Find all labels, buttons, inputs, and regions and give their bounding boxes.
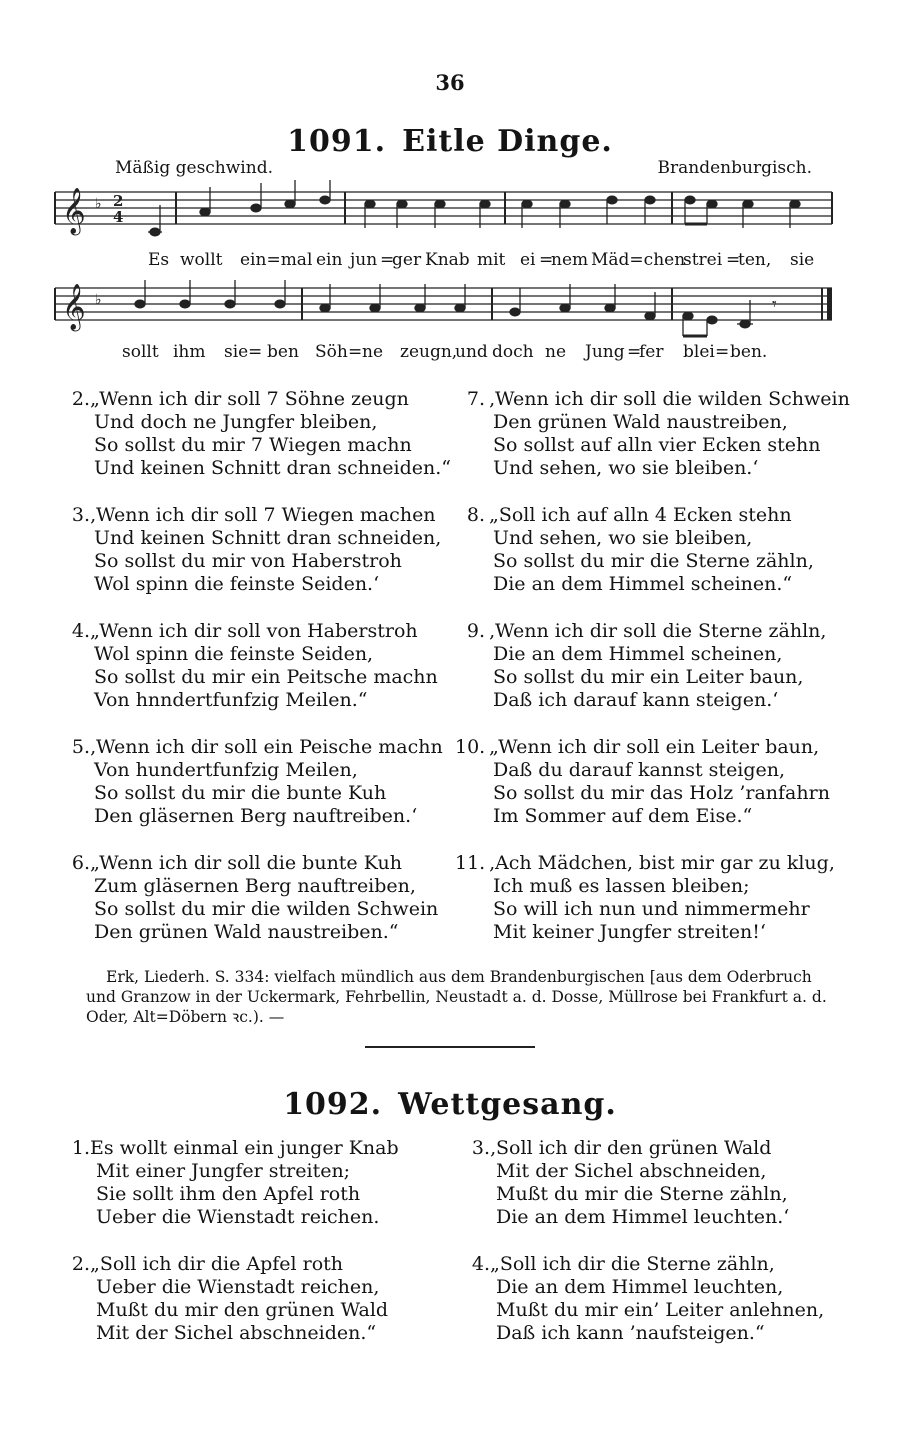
stanza-line: Daß ich darauf kann steigen.‘	[493, 689, 779, 711]
song-1091-title	[0, 124, 900, 159]
stanza-line: Wol spinn die feinste Seiden.‘	[94, 573, 380, 595]
lyric-syllable: ten,	[738, 250, 772, 270]
stanza-line: „Wenn ich dir soll 7 Söhne zeugn	[90, 388, 409, 410]
stanza-line: Den grünen Wald naustreiben.“	[94, 921, 399, 943]
lyric-syllable: strei	[683, 250, 723, 270]
stanza-number: 4.	[471, 1253, 490, 1275]
note	[397, 200, 407, 208]
lyric-syllable: ihm	[173, 342, 206, 362]
stanza-line: Den grünen Wald naustreiben,	[493, 411, 788, 433]
footnote-line: Erk, Liederh. S. 334: vielfach mündlich aus dem Brandenburgischen [aus dem Oderbruch	[106, 968, 812, 986]
stanza-line: Mit keiner Jungfer streiten!‘	[493, 921, 766, 943]
stanza-line: Und keinen Schnitt dran schneiden.“	[94, 457, 451, 479]
note	[607, 196, 617, 204]
stanza-line: Die an dem Himmel leuchten.‘	[496, 1206, 790, 1228]
stanza-number: 3.	[71, 504, 90, 526]
stanza-number: 5.	[71, 736, 90, 758]
stanza-line: Daß ich kann ’naufsteigen.“	[496, 1322, 765, 1344]
stanza-line: Im Sommer auf dem Eise.“	[493, 805, 753, 827]
lyric-syllable: zeugn,	[400, 342, 458, 362]
lyrics-line-2	[0, 342, 900, 364]
stanza-line: ‚Wenn ich dir soll die Sterne zähln,	[489, 620, 827, 642]
stanza-line: Mit einer Jungfer streiten;	[96, 1160, 351, 1182]
footnote-line: und Granzow in der Uckermark, Fehrbellin, Neustadt a. d. Dosse, Müllrose bei Frankfurt a. d.	[86, 988, 827, 1006]
stanza-number: 11.	[455, 852, 486, 874]
note	[743, 200, 753, 208]
song-number: 1091.	[287, 124, 387, 159]
stanza-line: So sollst du mir die wilden Schwein	[94, 898, 439, 920]
tempo-marking: Mäßig geschwind.	[115, 158, 273, 178]
footnote-line: Oder, Alt=Döbern ꝛc.). —	[86, 1008, 285, 1026]
stanza-line: ‚Soll ich dir den grünen Wald	[490, 1137, 772, 1159]
lyric-syllable: sie	[790, 250, 815, 270]
stanza-line: Die an dem Himmel scheinen.“	[493, 573, 793, 595]
lyric-syllable: =	[348, 342, 363, 362]
stanza-line: Mußt du mir den grünen Wald	[96, 1299, 389, 1321]
stanza-line: „Soll ich dir die Apfel roth	[90, 1253, 344, 1275]
stanza-line: „Wenn ich dir soll die bunte Kuh	[90, 852, 402, 874]
stanza-line: Wol spinn die feinste Seiden,	[94, 643, 374, 665]
stanza-number: 2.	[71, 1253, 90, 1275]
stanza-number: 6.	[71, 852, 90, 874]
stanza-number: 3.	[471, 1137, 490, 1159]
stanza-line: „Wenn ich dir soll ein Leiter baun,	[489, 736, 820, 758]
stanza-line: „Soll ich auf alln 4 Ecken stehn	[489, 504, 792, 526]
lyric-syllable: jun	[350, 250, 378, 270]
lyric-syllable: doch	[492, 342, 534, 362]
stanza-line: ‚Wenn ich dir soll ein Peische machn	[90, 736, 443, 758]
lyric-syllable: sollt	[122, 342, 159, 362]
stanza-line: „Soll ich dir die Sterne zähln,	[490, 1253, 775, 1275]
note	[435, 200, 445, 208]
stanza-line: Von hnndertfunfzig Meilen.“	[94, 689, 368, 711]
stanza-line: Von hundertfunfzig Meilen,	[94, 759, 358, 781]
stanza-line: Zum gläsernen Berg nauftreiben,	[94, 875, 416, 897]
stanza-line: So will ich nun und nimmermehr	[493, 898, 810, 920]
stanza-line: So sollst du mir ein Peitsche machn	[94, 666, 438, 688]
stanza-line: Sie sollt ihm den Apfel roth	[96, 1183, 361, 1205]
lyric-syllable: ei	[520, 250, 536, 270]
lyric-syllable: Es	[148, 250, 170, 270]
stanza-line: Ueber die Wienstadt reichen,	[96, 1276, 380, 1298]
lyric-syllable: =	[627, 342, 642, 362]
lyric-syllable: Knab	[425, 250, 470, 270]
note	[251, 204, 261, 212]
stanza-line: ‚Ach Mädchen, bist mir gar zu klug,	[489, 852, 835, 874]
lyric-syllable: Jung	[585, 342, 625, 362]
page-number: 36	[435, 70, 465, 95]
stanza-line: Mußt du mir ein’ Leiter anlehnen,	[496, 1299, 825, 1321]
stanza-line: Mit der Sichel abschneiden.“	[96, 1322, 377, 1344]
note	[480, 200, 490, 208]
note	[645, 196, 655, 204]
note	[790, 200, 800, 208]
stanza-line: So sollst auf alln vier Ecken stehn	[493, 434, 821, 456]
stanza-line: So sollst du mir von Haberstroh	[94, 550, 402, 572]
section-divider	[365, 1046, 535, 1048]
note	[560, 200, 570, 208]
song-title-text: Eitle Dinge.	[402, 124, 613, 159]
song-1092-title	[0, 1087, 900, 1122]
source-footnote	[86, 967, 846, 1027]
lyric-syllable: ein=mal	[240, 250, 313, 270]
song-number: 1092.	[283, 1087, 383, 1122]
time-signature-bottom: 4	[113, 208, 124, 226]
stanza-line: ‚Wenn ich dir soll 7 Wiegen machen	[90, 504, 436, 526]
flat-icon: ♭	[95, 292, 102, 308]
lyric-syllable: ne	[362, 342, 384, 362]
stanza-line: Mußt du mir die Sterne zähln,	[496, 1183, 788, 1205]
note	[522, 200, 532, 208]
note	[200, 208, 210, 216]
lyric-syllable: =	[380, 250, 395, 270]
lyric-syllable: nem	[551, 250, 589, 270]
stanza-line: Mit der Sichel abschneiden,	[496, 1160, 767, 1182]
lyric-syllable: =	[726, 250, 741, 270]
note	[685, 196, 695, 204]
stanza-line: Die an dem Himmel leuchten,	[496, 1276, 784, 1298]
eighth-rest-icon: 𝄾	[772, 294, 777, 315]
music-staff-1	[0, 180, 900, 250]
lyric-syllable: sie	[224, 342, 249, 362]
lyrics-line-1	[0, 250, 900, 272]
stanza-line: Den gläsernen Berg nauftreiben.‘	[94, 805, 418, 827]
stanza-line: Ueber die Wienstadt reichen.	[96, 1206, 380, 1228]
lyric-syllable: ben.	[730, 342, 768, 362]
stanza-line: So sollst du mir ein Leiter baun,	[493, 666, 804, 688]
stanza-line: Die an dem Himmel scheinen,	[493, 643, 783, 665]
lyric-syllable: =	[248, 342, 263, 362]
note	[320, 196, 330, 204]
stanza-line: Und sehen, wo sie bleiben,	[493, 527, 753, 549]
stanza-line: So sollst du mir 7 Wiegen machn	[94, 434, 412, 456]
stanza-line: Und sehen, wo sie bleiben.‘	[493, 457, 759, 479]
note	[285, 200, 295, 208]
stanza-line: Ich muß es lassen bleiben;	[493, 875, 750, 897]
lyric-syllable: ein	[316, 250, 343, 270]
stanza-number: 1.	[71, 1137, 90, 1159]
stanza-number: 7.	[466, 388, 485, 410]
lyric-syllable: Söh	[315, 342, 348, 362]
lyric-syllable: mit	[477, 250, 506, 270]
lyric-syllable: Mäd=chen	[591, 250, 686, 270]
lyric-syllable: blei	[683, 342, 715, 362]
time-signature-top: 2	[113, 192, 124, 210]
stanza-line: So sollst du mir die bunte Kuh	[94, 782, 387, 804]
lyric-syllable: ne	[545, 342, 567, 362]
stanza-line: So sollst du mir die Sterne zähln,	[493, 550, 814, 572]
note	[707, 200, 717, 208]
stanza-line: Und keinen Schnitt dran schneiden,	[94, 527, 442, 549]
stanza-line: Und doch ne Jungfer bleiben,	[94, 411, 378, 433]
stanza-number: 9.	[466, 620, 485, 642]
lyric-syllable: wollt	[180, 250, 223, 270]
lyric-syllable: ger	[392, 250, 422, 270]
stanza-number: 10.	[455, 736, 486, 758]
treble-clef-icon: 𝄞	[62, 284, 86, 330]
stanza-number: 4.	[71, 620, 90, 642]
stanza-line: ‚Wenn ich dir soll die wilden Schwein	[489, 388, 850, 410]
lyric-syllable: =	[715, 342, 730, 362]
stanza-line: So sollst du mir das Holz ’ranfahrn	[493, 782, 830, 804]
stanza-number: 8.	[466, 504, 485, 526]
flat-icon: ♭	[95, 196, 102, 212]
stanza-line: „Wenn ich dir soll von Haberstroh	[90, 620, 418, 642]
treble-clef-icon: 𝄞	[62, 188, 86, 234]
song-title-text: Wettgesang.	[398, 1087, 617, 1122]
stanza-line: Daß du darauf kannst steigen,	[493, 759, 786, 781]
music-staff-2	[0, 278, 900, 340]
lyric-syllable: fer	[639, 342, 664, 362]
stanza-number: 2.	[71, 388, 90, 410]
stanza-line: Es wollt einmal ein junger Knab	[90, 1137, 399, 1159]
lyric-syllable: ben	[267, 342, 299, 362]
note	[365, 200, 375, 208]
region-marking: Brandenburgisch.	[657, 158, 812, 178]
lyric-syllable: =	[539, 250, 554, 270]
lyric-syllable: und	[455, 342, 488, 362]
